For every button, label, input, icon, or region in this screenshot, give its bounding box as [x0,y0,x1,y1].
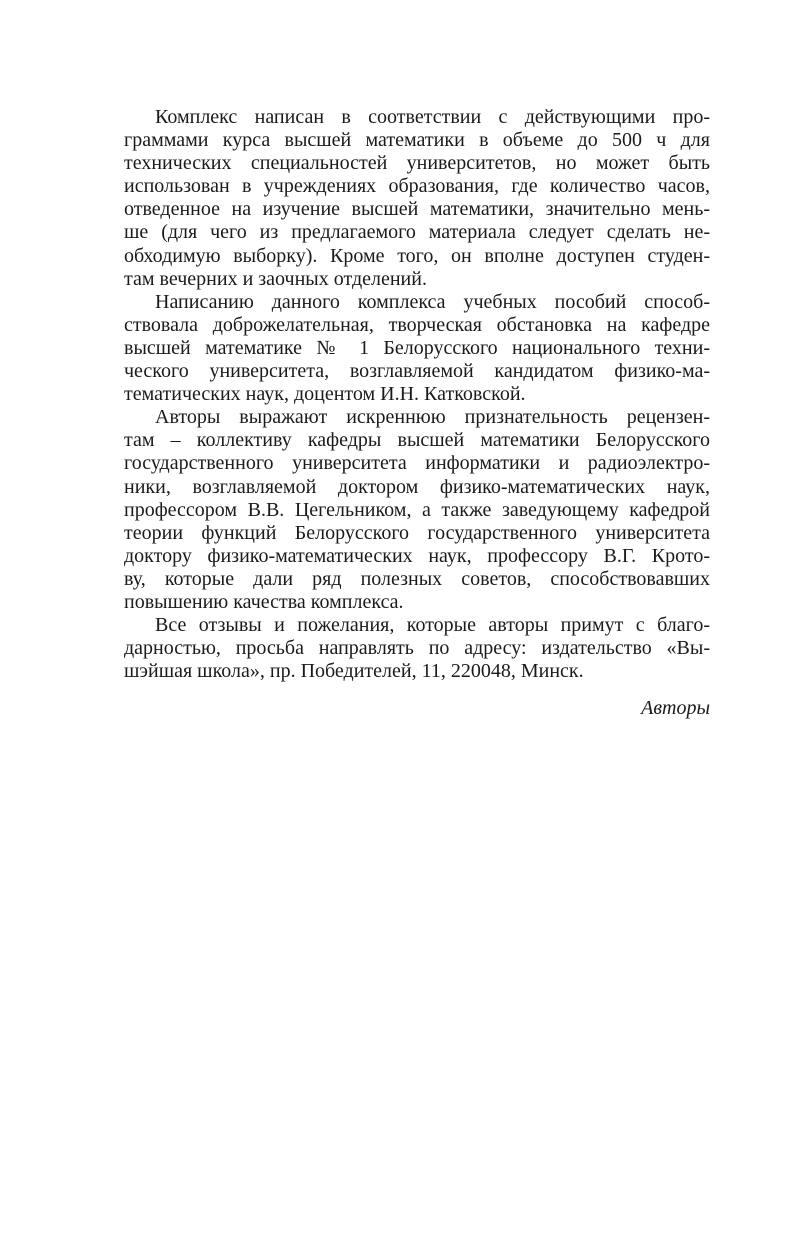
text-line: Авторы выражают искреннюю признательность рецензен- [155,406,710,429]
text-line: Все отзывы и пожелания, которые авторы примут с благо- [155,614,710,637]
text-line: ники, возглавляемой доктором физико-математических наук, [124,475,710,498]
text-line: обходимую выборку). Кроме того, он вполне доступен студен- [124,244,710,267]
text-line: граммами курса высшей математики в объеме до 500 ч для [124,129,710,152]
text-line: ву, которые дали ряд полезных советов, способствовавших [124,567,710,590]
text-line: высшей математике № 1 Белорусского национального техни- [124,336,710,359]
paragraph-3 [124,406,710,614]
text-line: повышению качества комплекса. [124,590,404,613]
text-line: дарностью, просьба направлять по адресу: издательство «Вы- [124,637,710,660]
text-line: профессором В.В. Цегельником, а также заведующему кафедрой [124,498,710,521]
text-line: теории функций Белорусского государственного университета [124,521,710,544]
text-line: шэйшая школа», пр. Победителей, 11, 220048, Минск. [124,660,584,683]
text-line: государственного университета информатики и радиоэлектро- [124,452,710,475]
text-line: ствовала доброжелательная, творческая обстановка на кафедре [124,313,710,336]
text-line: отведенное на изучение высшей математики, значительно мень- [124,198,710,221]
text-line: тематических наук, доцентом И.Н. Катковской. [124,383,526,406]
paragraph-1 [124,106,710,291]
text-line: ше (для чего из предлагаемого материала следует сделать не- [124,221,710,244]
text-line: Написанию данного комплекса учебных пособий способ- [155,290,710,313]
paragraph-2 [124,291,710,406]
text-line: Комплекс написан в соответствии с действующими про- [155,106,710,128]
text-line: ческого университета, возглавляемой кандидатом физико-ма- [124,360,710,383]
text-line: использован в учреждениях образования, где количество часов, [124,175,710,198]
text-line: доктору физико-математических наук, профессору В.Г. Крото- [124,544,710,567]
text-line: там – коллективу кафедры высшей математики Белорусского [124,429,710,452]
paragraph-4 [124,614,710,683]
text-line: там вечерних и заочных отделений. [124,267,427,290]
preface-text [124,106,710,720]
signature: Авторы [641,697,710,720]
text-line: технических специальностей университетов, но может быть [124,152,710,175]
